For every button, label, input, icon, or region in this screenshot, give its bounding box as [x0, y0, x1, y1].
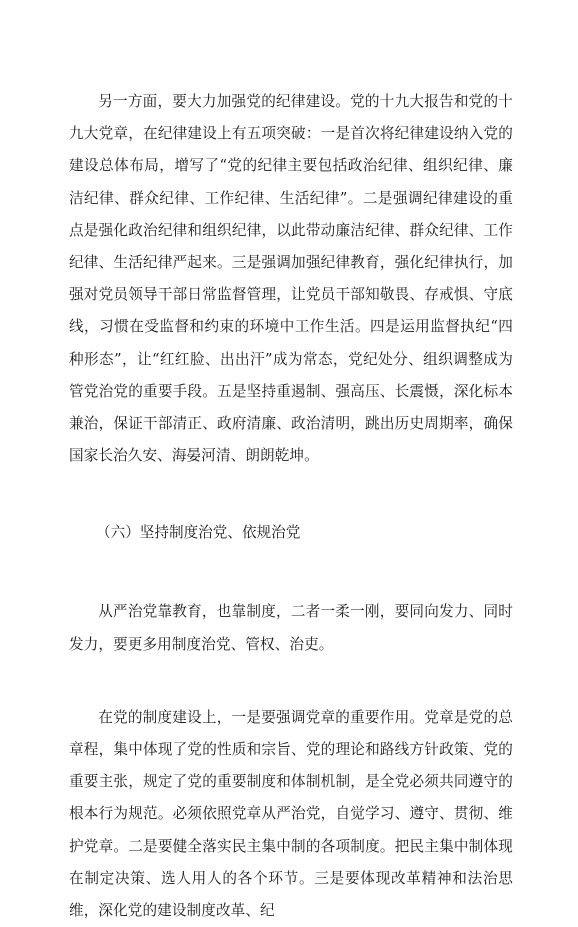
paragraph-education-and-system: 从严治党靠教育，也靠制度，二者一柔一刚，要同向发力、同时发力，要更多用制度治党、管权、治吏。: [69, 603, 513, 653]
section-heading: （六）坚持制度治党、依规治党: [96, 524, 301, 542]
paragraph-institutional-building: 在党的制度建设上，一是要强调党章的重要作用。党章是党的总章程，集中体现了党的性质和宗旨、党的理论和路线方针政策、党的重要主张，规定了党的重要制度和体制机制，是全党必须共同遵守的根本行为规范。必须依照党章从严治党，自觉学习、遵守、贯彻、维护党章。二是要健全落实民主集中制的各项制度。把民主集中制体现在制定决策、选人用人的各个环节。三是要体现改革精神和法治思维，深化党的建设制度改革、纪: [69, 708, 513, 920]
document-page: [69, 86, 513, 927]
paragraph-discipline-building: 另一方面，要大力加强党的纪律建设。党的十九大报告和党的十九大党章，在纪律建设上有五项突破：一是首次将纪律建设纳入党的建设总体布局，增写了“党的纪律主要包括政治纪律、组织纪律、廉洁纪律、群众纪律、工作纪律、生活纪律”。二是强调纪律建设的重点是强化政治纪律和组织纪律，以此带动廉洁纪律、群众纪律、工作纪律、生活纪律严起来。三是强调加强纪律教育，强化纪律执行，加强对党员领导干部日常监督管理，让党员干部知敬畏、存戒惧、守底线，习惯在受监督和约束的环境中工作生活。四是运用监督执纪“四种形态”，让“红红脸、出出汗”成为常态，党纪处分、组织调整成为管党治党的重要手段。五是坚持重遏制、强高压、长震慑，深化标本兼治，保证干部清正、政府清廉、政治清明，跳出历史周期率，确保国家长治久安、海晏河清、朗朗乾坤。: [69, 93, 513, 465]
